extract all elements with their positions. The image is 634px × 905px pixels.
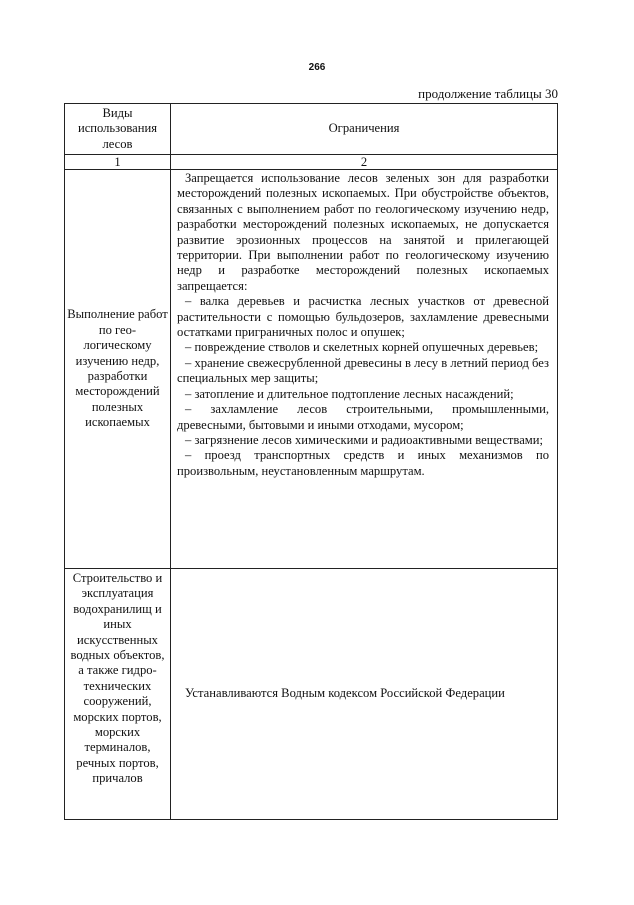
table-row (65, 170, 558, 569)
header-restrictions: Ограничения (171, 104, 558, 155)
restriction-item: – повреждение стволов и скелетных корней опушечных деревьев; (185, 340, 539, 355)
restriction-item: – валка деревьев и расчистка лесных участков от древесной растительности с помощью бульдозеров, захламление древесными остатками приграничных полос и опушек; (177, 294, 549, 340)
table-header-row (65, 104, 558, 155)
restriction-item: – загрязнение лесов химическими и радиоактивными веществами; (185, 432, 543, 447)
forest-use-reservoirs-construction: Строительство и эксплуатация водохранилищ и иных искусственных водных объектов, а также гидро-технических сооружений, морских портов, морских терминалов, речных портов, причалов (65, 569, 171, 820)
restriction-item: – затопление и длительное подтопление лесных насаждений; (185, 386, 514, 401)
forest-use-restrictions-table (64, 103, 558, 820)
column-number-2: 2 (171, 155, 558, 170)
column-number-row (65, 155, 558, 170)
table-continuation-label: продолжение таблицы 30 (418, 86, 558, 101)
restrictions-geological-works (171, 170, 558, 569)
restriction-item: – захламление лесов строительными, промышленными, древесными, бытовыми и иными отходами, мусором; (177, 402, 549, 432)
restriction-item: – хранение свежесрубленной древесины в лесу в летний период без специальных мер защиты; (177, 355, 549, 386)
header-forest-use-type: Виды использования лесов (65, 104, 171, 155)
restrictions-reservoirs-construction (171, 569, 558, 820)
restriction-item: – проезд транспортных средств и иных механизмов по произвольным, неустановленным маршрутам. (177, 448, 549, 478)
column-number-1: 1 (65, 155, 171, 170)
water-code-reference: Устанавливаются Водным кодексом Российской Федерации (185, 686, 505, 701)
restriction-paragraph: Запрещается использование лесов зеленых зон для разработки месторождений полезных ископаемых. При обустройстве объектов, связанных с выполнением работ по геологическому изучению недр, разработки месторождений полезных ископаемых, не допускается развитие эрозионных процессов на занятой и прилегающей территории. При выполнении работ по геологическому изучению недр и разработке месторождений полезных ископаемых запрещается: (177, 171, 549, 293)
forest-use-geological-works: Выполнение работ по гео-логическому изучению недр, разработки месторождений полезных ископаемых (65, 170, 171, 569)
page-number: 266 (308, 62, 326, 73)
table-row (65, 569, 558, 820)
